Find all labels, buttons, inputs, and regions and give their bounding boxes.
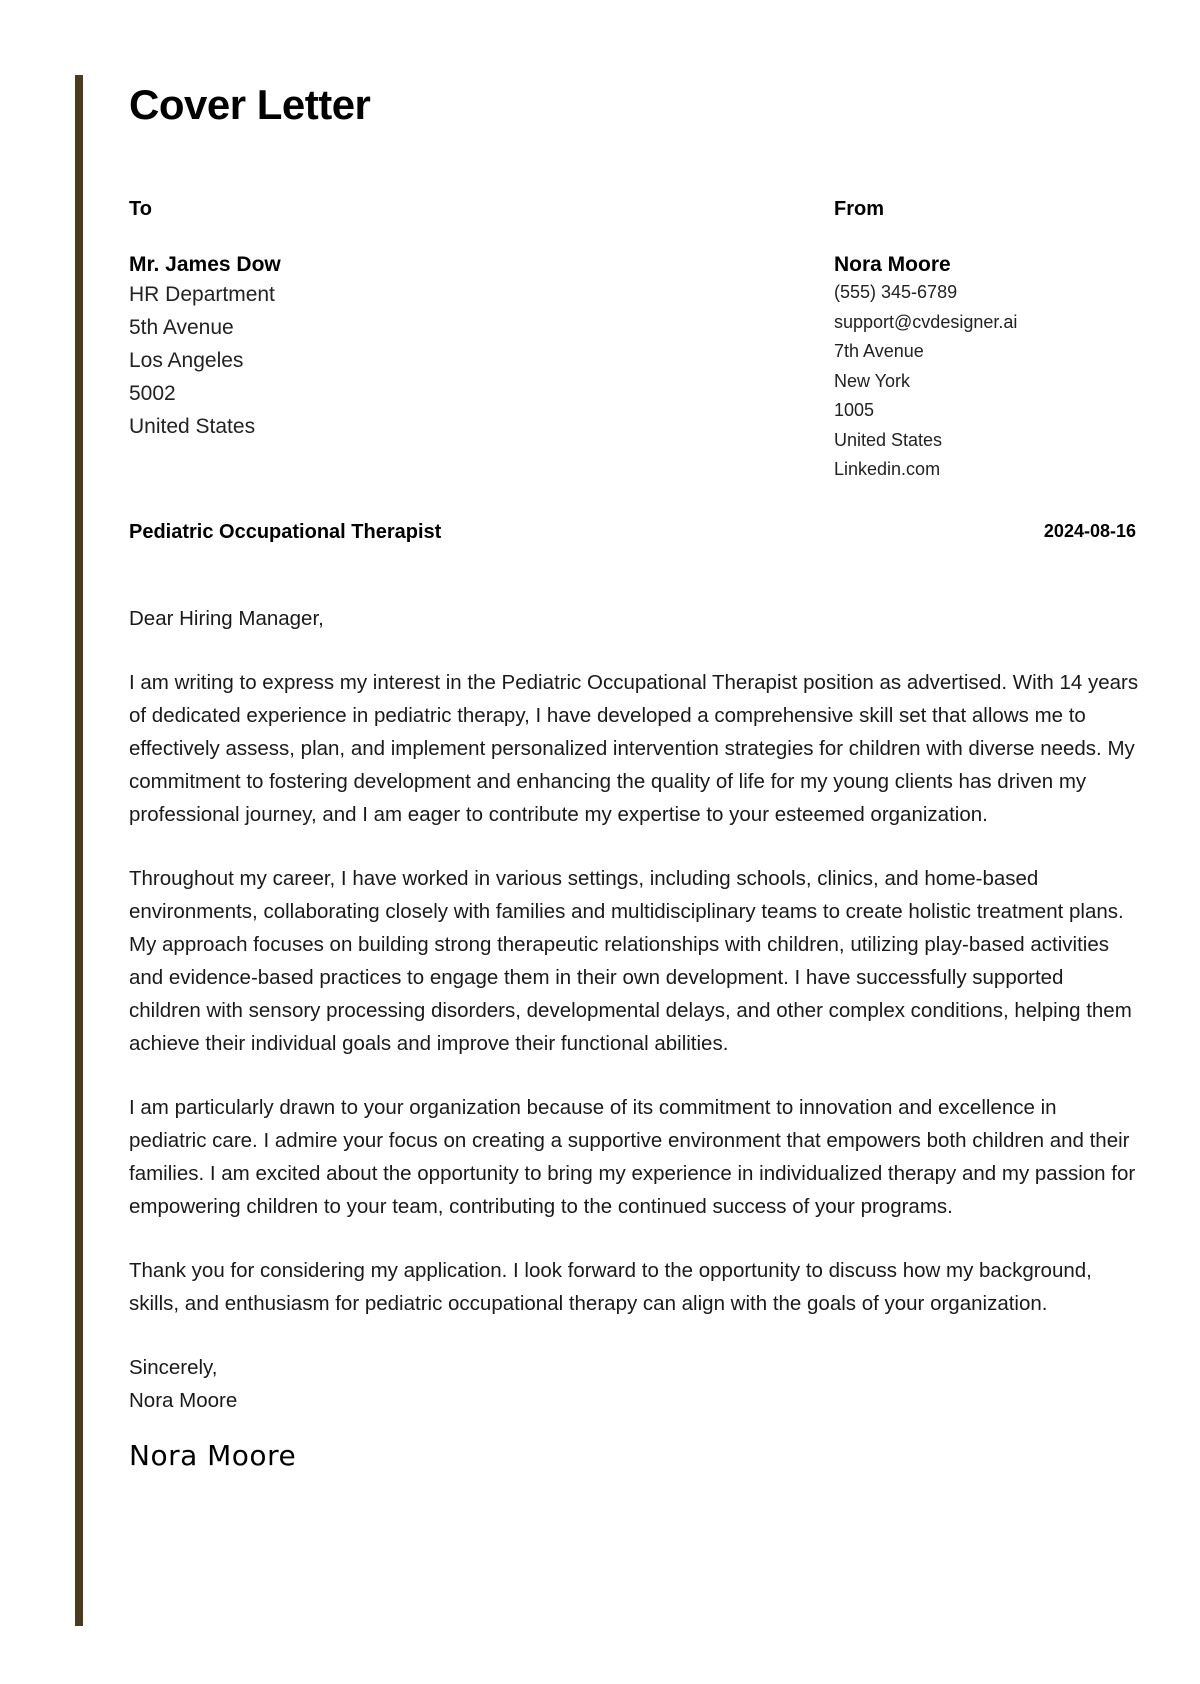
recipient-postal-code: 5002 <box>129 382 176 406</box>
recipient-street: 5th Avenue <box>129 316 234 340</box>
accent-bar <box>75 75 83 1626</box>
recipient-block <box>129 197 629 443</box>
page-title: Cover Letter <box>129 81 371 128</box>
subject-row <box>129 521 1136 551</box>
recipient-country: United States <box>129 415 256 439</box>
body-paragraph: I am writing to express my interest in the Pediatric Occupational Therapist position as advertised. With 14 years of dedicated experience in pediatric therapy, I have developed a comprehensive skill set that allows me to effectively assess, plan, and implement personalized intervention strategies for children with diverse needs. My commitment to fostering development and enhancing the quality of life for my young clients has driven my professional journey, and I am eager to contribute my expertise to your esteemed organization. <box>129 671 1139 826</box>
sender-email: support@cvdesigner.ai <box>834 311 1018 332</box>
salutation: Dear Hiring Manager, <box>129 607 324 630</box>
body-paragraph: Throughout my career, I have worked in various settings, including schools, clinics, and home-based environments, collaborating closely with families and multidisciplinary teams to create holistic treatment plans. My approach focuses on building strong therapeutic relationships with children, utilizing play-based activities and evidence-based practices to engage them in their own development. I have successfully supported children with sensory processing disorders, developmental delays, and other complex conditions, helping them achieve their individual goals and improve their functional abilities. <box>129 867 1132 1055</box>
recipient-heading: To <box>129 198 152 220</box>
sender-linkedin: Linkedin.com <box>834 459 941 480</box>
recipient-department: HR Department <box>129 283 275 307</box>
sender-block <box>834 197 1136 485</box>
letter-subject: Pediatric Occupational Therapist <box>129 521 442 543</box>
closing-name: Nora Moore <box>129 1389 238 1412</box>
signature: Nora Moore <box>129 1439 297 1472</box>
sender-heading: From <box>834 198 884 220</box>
recipient-city: Los Angeles <box>129 349 244 373</box>
body-paragraph: I am particularly drawn to your organization because of its commitment to innovation and excellence in pediatric care. I admire your focus on creating a supportive environment that empowers both children and their families. I am excited about the opportunity to bring my experience in individualized therapy and my passion for empowering children to your team, contributing to the continued success of your programs. <box>129 1096 1136 1218</box>
body-paragraph: Thank you for considering my application. I look forward to the opportunity to discuss how my background, skills, and enthusiasm for pediatric occupational therapy can align with the goals of your organization. <box>129 1259 1092 1315</box>
sender-name: Nora Moore <box>834 253 951 276</box>
closing: Sincerely, <box>129 1356 218 1379</box>
sender-city: New York <box>834 370 911 391</box>
sender-phone: (555) 345-6789 <box>834 282 958 303</box>
sender-country: United States <box>834 429 943 450</box>
letter-body <box>129 602 1139 1472</box>
letter-date: 2024-08-16 <box>1043 521 1136 541</box>
recipient-name: Mr. James Dow <box>129 253 281 276</box>
sender-postal-code: 1005 <box>834 400 875 421</box>
sender-street: 7th Avenue <box>834 341 924 362</box>
